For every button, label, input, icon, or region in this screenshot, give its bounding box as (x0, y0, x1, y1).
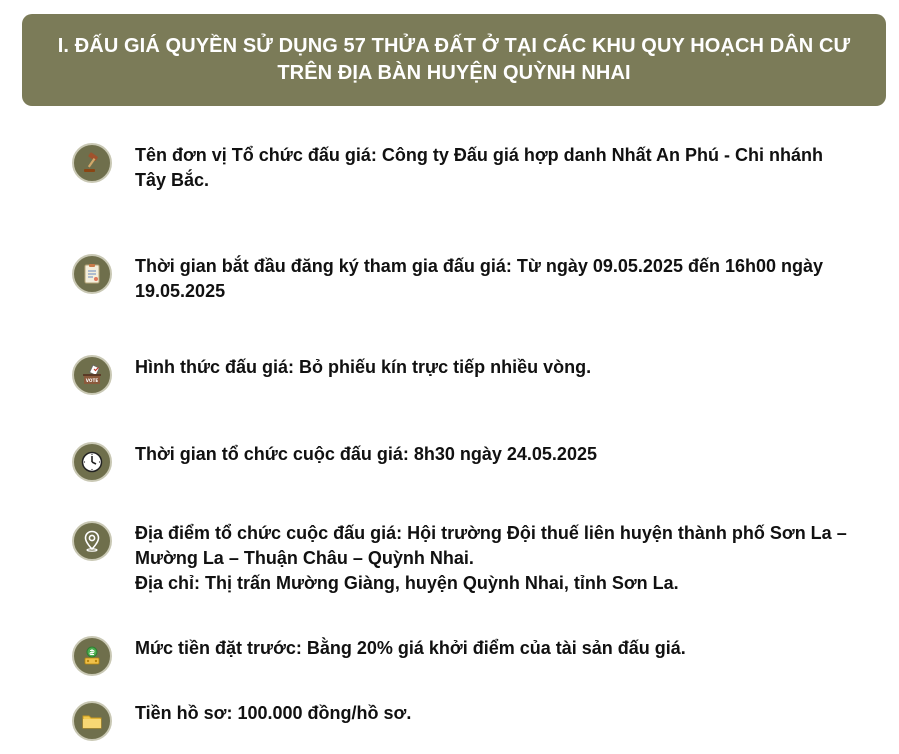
info-item-location (72, 521, 872, 596)
registration-form-icon (72, 254, 112, 294)
vote-label: VOTE (85, 378, 99, 383)
folder-icon (72, 701, 112, 741)
info-item-auction-form (72, 355, 872, 395)
gavel-icon (72, 143, 112, 183)
clock-icon (72, 442, 112, 482)
location-text: Địa điểm tổ chức cuộc đấu giá: Hội trường Đội thuế liên huyện thành phố Sơn La – Mường La – Thuận Châu – Quỳnh Nhai. (135, 523, 847, 568)
dossier-fee-text: Tiền hồ sơ: 100.000 đồng/hồ sơ. (135, 703, 412, 723)
section-title: I. ĐẤU GIÁ QUYỀN SỬ DỤNG 57 THỬA ĐẤT Ở TẠI CÁC KHU QUY HOẠCH DÂN CƯ TRÊN ĐỊA BÀN HUYỆN QUỲNH NHAI (57, 35, 851, 84)
location-pin-icon (72, 521, 112, 561)
auction-form-text: Hình thức đấu giá: Bỏ phiếu kín trực tiếp nhiều vòng. (135, 357, 592, 377)
ballot-box-icon (72, 355, 112, 395)
auction-time-text: Thời gian tổ chức cuộc đấu giá: 8h30 ngày 24.05.2025 (135, 444, 597, 464)
deposit-text: Mức tiền đặt trước: Bằng 20% giá khởi điểm của tài sản đấu giá. (135, 638, 686, 658)
info-item-deposit (72, 636, 872, 676)
section-banner (22, 14, 886, 106)
registration-text: Thời gian bắt đầu đăng ký tham gia đấu giá: Từ ngày 09.05.2025 đến 16h00 ngày 19.05.2025 (135, 256, 824, 301)
info-item-organizer (72, 143, 872, 193)
info-item-registration (72, 254, 872, 304)
info-item-auction-time (72, 442, 872, 482)
info-item-dossier-fee (72, 701, 872, 741)
money-deposit-icon (72, 636, 112, 676)
organizer-text: Tên đơn vị Tổ chức đấu giá: Công ty Đấu giá hợp danh Nhất An Phú - Chi nhánh Tây Bắc. (135, 145, 823, 190)
address-text: Địa chỉ: Thị trấn Mường Giàng, huyện Quỳnh Nhai, tỉnh Sơn La. (135, 573, 679, 593)
